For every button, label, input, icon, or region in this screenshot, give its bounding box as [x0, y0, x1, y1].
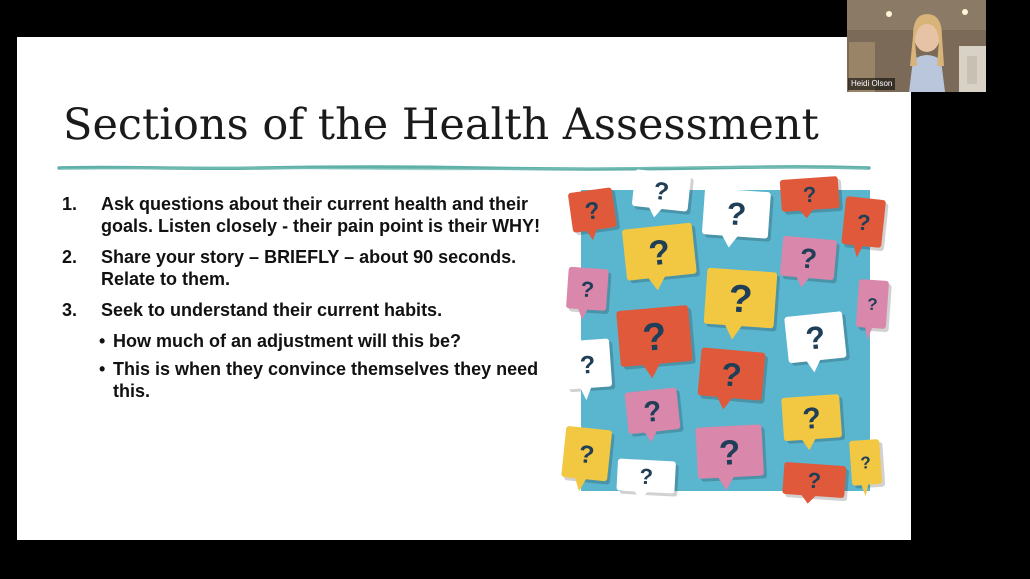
svg-text:?: ? — [577, 440, 596, 470]
svg-text:?: ? — [718, 432, 742, 473]
svg-text:?: ? — [803, 318, 828, 357]
svg-text:?: ? — [646, 232, 673, 274]
svg-text:?: ? — [583, 196, 602, 226]
svg-text:?: ? — [855, 209, 872, 236]
svg-text:?: ? — [579, 350, 597, 380]
bullet-icon: • — [99, 331, 106, 351]
list-number: 3. — [62, 300, 78, 320]
slide-content — [62, 193, 562, 408]
svg-text:?: ? — [642, 395, 664, 430]
svg-text:?: ? — [801, 401, 823, 437]
sub-list-item — [62, 330, 562, 352]
svg-text:?: ? — [725, 195, 748, 233]
svg-text:?: ? — [726, 277, 754, 322]
bullet-icon: • — [99, 359, 106, 379]
sub-list-text: How much of an adjustment will this be? — [113, 331, 462, 351]
question-bubble — [616, 459, 679, 502]
svg-text:?: ? — [719, 355, 744, 394]
title-divider — [59, 163, 869, 173]
slide-title: Sections of the Health Assessment — [63, 100, 819, 150]
svg-text:?: ? — [640, 315, 669, 360]
svg-text:?: ? — [802, 181, 818, 208]
participant-name-label: Heidi Olson — [848, 78, 895, 90]
svg-text:?: ? — [638, 463, 654, 490]
svg-text:?: ? — [806, 467, 822, 494]
svg-text:?: ? — [579, 276, 595, 303]
question-bubble — [782, 462, 850, 506]
list-number: 2. — [62, 247, 78, 267]
list-text: Seek to understand their current habits. — [101, 300, 443, 320]
svg-text:?: ? — [866, 294, 879, 315]
list-item — [62, 299, 562, 321]
list-item — [62, 246, 562, 290]
sub-list-item — [62, 358, 562, 402]
question-marks-image — [577, 176, 879, 494]
svg-text:?: ? — [859, 453, 872, 473]
svg-text:?: ? — [652, 176, 671, 207]
svg-text:?: ? — [798, 242, 819, 275]
presentation-slide — [17, 37, 911, 540]
list-text: Ask questions about their current health and their goals. Listen closely - their pain point is their WHY! — [101, 194, 541, 236]
list-item — [62, 193, 562, 237]
question-mark-bubbles-icon — [577, 176, 879, 494]
list-number: 1. — [62, 194, 78, 214]
list-text: Share your story – BRIEFLY – about 90 seconds. Relate to them. — [101, 247, 517, 289]
participant-video-tile[interactable] — [847, 0, 986, 92]
sub-list-text: This is when they convince themselves they need this. — [113, 359, 539, 401]
